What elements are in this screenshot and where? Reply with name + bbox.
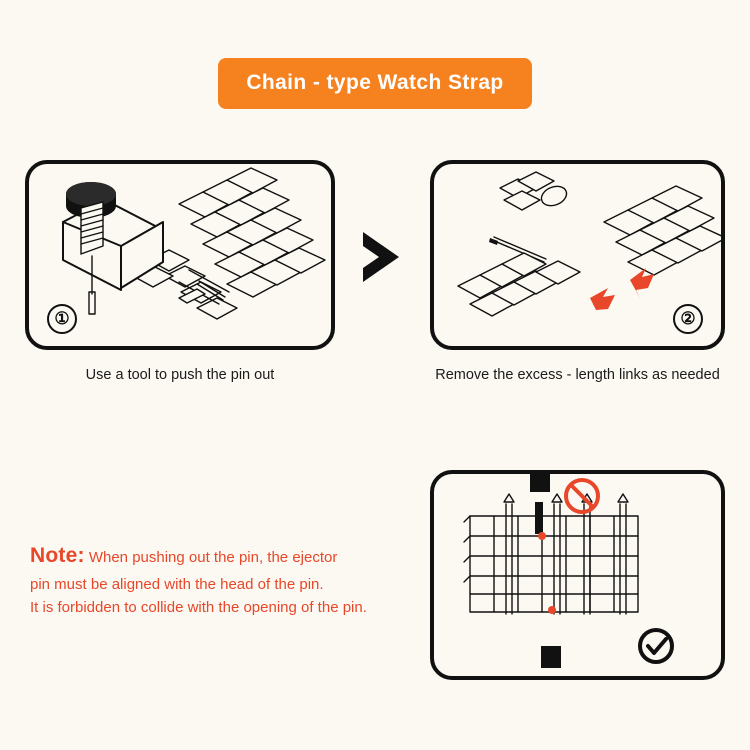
- step-1-number: ①: [47, 304, 77, 334]
- step-2-panel: [430, 160, 725, 350]
- step-1-panel: [25, 160, 335, 350]
- note-line-2: pin must be aligned with the head of the pin.: [30, 575, 324, 593]
- note-label: Note:: [30, 544, 85, 567]
- note-line-3: It is forbidden to collide with the opening of the pin.: [30, 598, 367, 616]
- step-2-number: ②: [673, 304, 703, 334]
- note-line-1: When pushing out the pin, the ejector: [88, 549, 338, 566]
- step-1-caption: Use a tool to push the pin out: [85, 367, 275, 383]
- detail-illustration: [434, 474, 721, 676]
- check-circle-icon: [640, 630, 672, 662]
- title-bar: [0, 58, 750, 109]
- flow-arrow-icon: [355, 228, 409, 286]
- detail-panel: [430, 470, 725, 680]
- step-2-caption-text: Remove the excess - length links as needed: [435, 367, 720, 383]
- step-2-caption: [420, 365, 735, 387]
- page-title: Chain - type Watch Strap: [218, 58, 531, 109]
- note-block: [30, 540, 420, 619]
- no-entry-icon: [566, 480, 598, 512]
